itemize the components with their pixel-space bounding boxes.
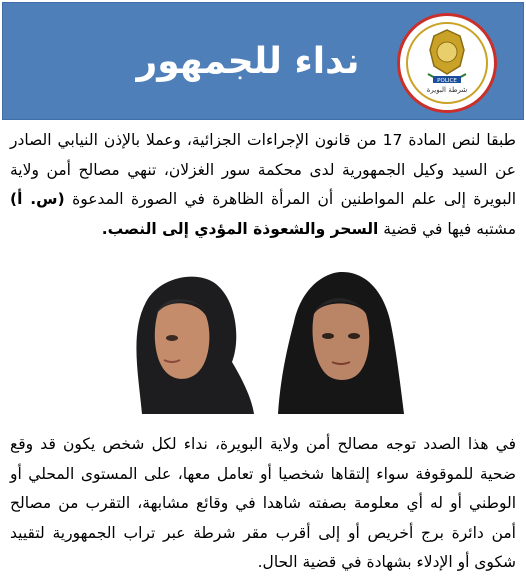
- logo-caption: شرطة البويرة: [426, 86, 468, 94]
- paragraph-1-text-2: مشتبه فيها في قضية: [378, 219, 516, 238]
- header-banner: [2, 2, 524, 120]
- logo-badge-text: POLICE: [437, 78, 457, 84]
- suspect-photo-profile: [112, 262, 258, 414]
- paragraph-1-text: طبقا لنص المادة 17 من قانون الإجراءات الجزائية، وعملا بالإذن النيابي الصادر عن السيد وكيل الجمهورية لدى محكمة سور الغزلان، تنهي مصالح أمن ولاية البويرة إلى علم المواطنين أن المرأة الظاهرة في الصورة المدعوة: [10, 131, 517, 208]
- police-logo: [397, 13, 497, 113]
- notice-paragraph-1: [10, 126, 516, 244]
- suspect-photo-front: [268, 262, 412, 414]
- police-badge-icon: [400, 16, 494, 110]
- page-title: نداء للجمهور: [136, 41, 360, 82]
- suspect-initials: (س. أ): [10, 190, 65, 208]
- case-name: السحر والشعوذة المؤدي إلى النصب.: [101, 219, 379, 238]
- notice-paragraph-2: في هذا الصدد توجه مصالح أمن ولاية البويرة، نداء لكل شخص يكون قد وقع ضحية للموقوفة سواء إلتقاها شخصيا أو تعامل معها، على المستوى المحلي أو الوطني أو له أي معلومة بصفته شاهدا في وقائع مشابهة، التقرب من مصالح أمن دائرة برج أخريص أو إلى أقرب مقر شرطة عبر تراب الجمهورية لتقييد شكوى أو الإدلاء بشهادة في قضية الحال.: [10, 435, 516, 571]
